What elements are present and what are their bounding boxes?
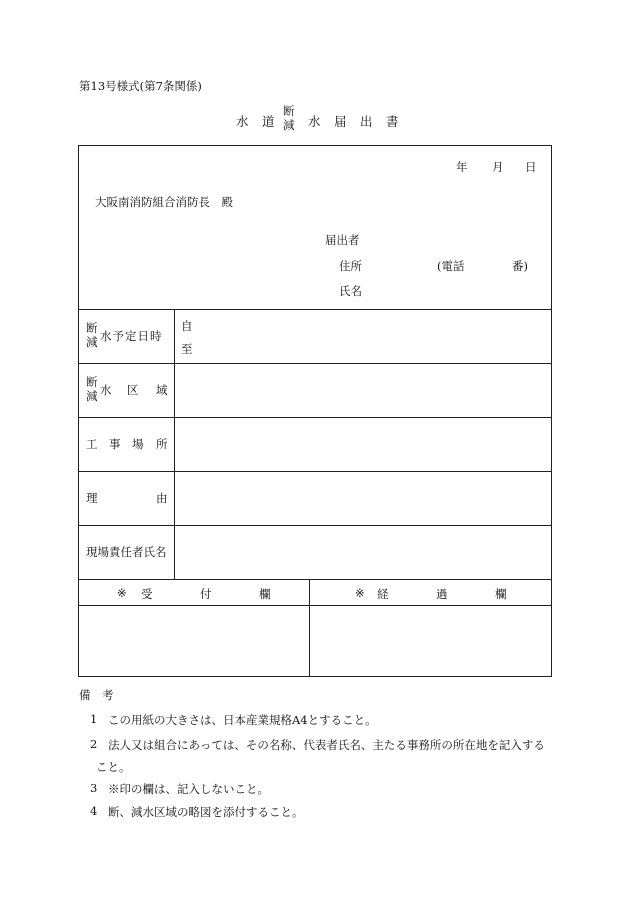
form-table [78, 145, 552, 677]
row-divider [79, 363, 551, 364]
area-label-char: 区 [127, 383, 139, 397]
site-label-char: 工 [86, 437, 98, 451]
applicant-label: 届出者 [325, 233, 360, 247]
title-char: 道 [262, 114, 275, 129]
reception-char: 受 [141, 587, 153, 601]
form-title [236, 104, 406, 134]
progress-char: 欄 [495, 587, 507, 601]
note-number: 1 [90, 712, 98, 726]
progress-char: 過 [436, 587, 448, 601]
stack-top: 断 [86, 375, 98, 389]
date-month-label: 月 [492, 160, 504, 174]
note-number: 4 [90, 804, 98, 818]
area-stacked-chars [86, 375, 98, 403]
note-number: 2 [90, 737, 98, 751]
note-continuation: こと。 [96, 760, 131, 774]
row-divider [79, 525, 551, 526]
site-label-char: 所 [156, 437, 168, 451]
recipient: 大阪南消防組合消防長 殿 [95, 195, 233, 209]
site-label-char: 場 [132, 437, 144, 451]
reception-field [79, 606, 309, 676]
title-char: 届 [334, 114, 347, 129]
progress-field [310, 606, 551, 676]
reason-label-char: 理 [86, 491, 98, 505]
title-char: 書 [386, 114, 399, 129]
address-label: 住所 [339, 259, 362, 273]
schedule-label: 水予定日時 [100, 329, 163, 343]
area-label-char: 域 [156, 383, 168, 397]
name-label: 氏名 [339, 284, 362, 298]
reception-char: 付 [200, 587, 212, 601]
schedule-to-label: 至 [181, 342, 193, 356]
title-char: 水 [236, 114, 249, 129]
stack-bottom: 減 [86, 389, 98, 403]
progress-mark: ※ [355, 586, 365, 600]
notes-heading: 備 考 [79, 688, 114, 702]
date-day-label: 日 [525, 160, 537, 174]
phone-label-close: 番) [512, 259, 528, 273]
title-char: 水 [308, 114, 321, 129]
stack-top: 断 [86, 321, 98, 335]
supervisor-label: 現場責任者氏名 [86, 545, 167, 559]
schedule-stacked-chars [86, 321, 98, 349]
title-stacked-chars [283, 104, 295, 132]
note-text: ※印の欄は、記入しないこと。 [108, 782, 269, 796]
site-label-char: 事 [109, 437, 121, 451]
progress-char: 経 [377, 587, 389, 601]
phone-label-open: (電話 [437, 259, 465, 273]
label-column-divider [174, 309, 175, 579]
schedule-from-label: 自 [181, 319, 193, 333]
reason-label-char: 由 [156, 491, 168, 505]
row-divider [79, 471, 551, 472]
form-number: 第13号様式(第7条関係) [79, 79, 202, 93]
note-number: 3 [90, 781, 98, 795]
title-char: 出 [360, 114, 373, 129]
date-year-label: 年 [456, 160, 468, 174]
reception-mark: ※ [117, 586, 127, 600]
note-text: 断、減水区域の略図を添付すること。 [108, 805, 304, 819]
stack-bottom: 減 [86, 335, 98, 349]
title-stack-top: 断 [283, 104, 295, 118]
note-text: この用紙の大きさは、日本産業規格A4とすること。 [108, 713, 377, 727]
row-divider [79, 579, 551, 580]
row-divider [79, 417, 551, 418]
row-divider [79, 309, 551, 310]
title-stack-bottom: 減 [283, 118, 295, 132]
reception-char: 欄 [259, 587, 271, 601]
area-label-char: 水 [100, 383, 112, 397]
note-text: 法人又は組合にあっては、その名称、代表者氏名、主たる事務所の所在地を記入する [108, 738, 545, 752]
